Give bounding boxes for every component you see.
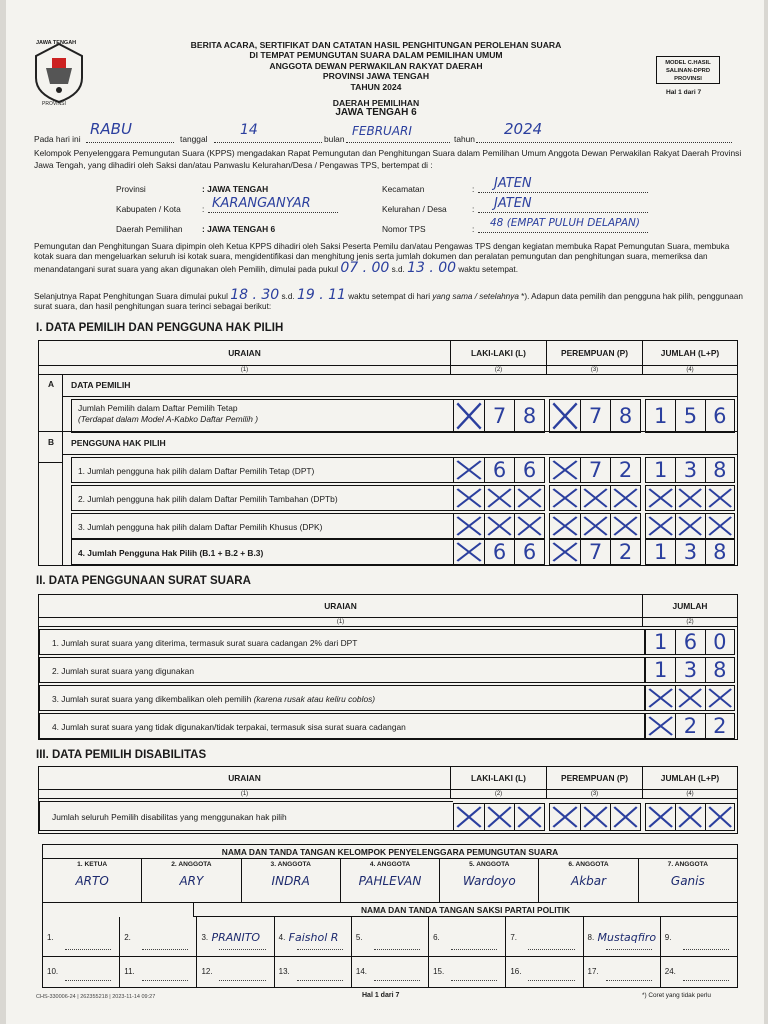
sd-label: s.d. <box>391 264 405 274</box>
provinsi-label: Provinsi <box>116 184 146 194</box>
cross-out-mark <box>550 540 580 564</box>
x-mark-icon <box>708 688 732 708</box>
saksi-number: 8. <box>587 933 595 942</box>
a-lp-digits <box>645 399 735 433</box>
x-mark-icon <box>517 488 542 508</box>
x-mark-icon <box>456 516 482 536</box>
kpps-role: 5. ANGGOTA <box>469 861 510 868</box>
saksi-signature-cell <box>119 957 196 987</box>
kpps-signature-cell <box>340 859 439 902</box>
s2-row3-digits <box>645 685 735 711</box>
x-mark-icon <box>456 488 482 508</box>
x-mark-icon <box>487 516 512 536</box>
digit-value: 7 <box>580 400 610 432</box>
x-mark-icon <box>708 488 732 508</box>
s3-row: Jumlah seluruh Pemilih disabilitas yang menggunakan hak pilih <box>39 801 453 831</box>
s3-header-p: PEREMPUAN (P) <box>547 767 643 789</box>
daerah-label: DAERAH PEMILIHAN <box>332 98 420 109</box>
count-text-d: *). Adapun data pemilih dan pengguna hak pilih, penggunaan surat suara, dan hasil penghitungan suara terinci sebagai berikut: <box>34 292 743 312</box>
tps-label: Nomor TPS <box>382 224 426 234</box>
section3-table <box>38 766 738 834</box>
count-sd: s.d. <box>281 292 295 301</box>
digit-value: 2 <box>675 714 704 738</box>
x-mark-icon <box>648 516 673 536</box>
b-row-1: 1. Jumlah pengguna hak pilih dalam Daftar Pemilih Tetap (DPT) <box>71 457 453 483</box>
digit-value: 5 <box>675 400 704 432</box>
saksi-signature-cell <box>428 917 505 956</box>
b-row-4: 4. Jumlah Pengguna Hak Pilih (B.1 + B.2 + B.3) <box>71 539 453 565</box>
x-mark-icon <box>583 488 608 508</box>
title-line: TAHUN 2024 <box>350 81 402 92</box>
x-mark-icon <box>552 516 578 536</box>
saksi-signature-cell <box>660 917 737 956</box>
s2-row1-digits <box>645 629 735 655</box>
saksi-number: 10. <box>47 967 59 976</box>
cross-out-mark <box>550 400 580 432</box>
model-line: PROVINSI <box>674 76 702 82</box>
a-code: A <box>47 379 55 389</box>
x-mark-icon <box>678 516 702 536</box>
digit-value: 6 <box>705 400 734 432</box>
s2-row-3 <box>39 685 645 711</box>
digit-value: 3 <box>675 540 704 564</box>
digit-value: 6 <box>484 540 514 564</box>
digit-value: 3 <box>675 458 704 482</box>
digit-value: 2 <box>610 540 640 564</box>
b1-p-digits <box>549 457 641 483</box>
section1-table <box>38 340 738 566</box>
kabupaten-value: KARANGANYAR <box>212 196 311 211</box>
b-title: PENGGUNA HAK PILIH <box>63 431 737 455</box>
saksi-signature-cell <box>351 957 428 987</box>
cross-out-mark <box>675 804 704 830</box>
form-page <box>6 0 764 1024</box>
cross-out-mark <box>454 540 484 564</box>
x-mark-icon <box>678 488 702 508</box>
saksi-number: 17. <box>587 967 599 976</box>
kabupaten-label: Kabupaten / Kota <box>116 204 181 214</box>
s1-colnum: (4) <box>686 367 694 373</box>
kpps-signature-cell <box>141 859 240 902</box>
title-line: PROVINSI JAWA TENGAH <box>322 71 430 82</box>
bulan-value: FEBRUARI <box>352 124 412 138</box>
kpps-signature-name: Wardoyo <box>462 874 516 888</box>
cross-out-mark <box>550 514 580 538</box>
kpps-signature-name: Ganis <box>670 874 705 888</box>
hari-value: RABU <box>90 120 132 138</box>
saksi-number: 7. <box>510 933 517 942</box>
kpps-signature-cell <box>439 859 538 902</box>
saksi-signature-cell <box>119 917 196 956</box>
b4-lp-digits <box>645 539 735 565</box>
saksi-signature-name: Faishol R <box>288 931 339 944</box>
x-mark-icon <box>648 806 673 828</box>
cross-out-mark <box>454 486 484 510</box>
saksi-signature-cell <box>583 917 660 956</box>
s3-p-digits <box>549 803 641 831</box>
x-mark-icon <box>487 488 512 508</box>
s2-header-jumlah: JUMLAH <box>672 601 708 611</box>
s2-row-2: 2. Jumlah surat suara yang digunakan <box>39 657 645 683</box>
x-mark-icon <box>487 806 512 828</box>
kecamatan-value: JATEN <box>494 176 532 191</box>
saksi-signature-name: PRANITO <box>211 931 261 944</box>
count-text-a: Selanjutnya Rapat Penghitungan Suara dimulai pukul <box>34 292 228 301</box>
digit-value: 1 <box>653 404 668 428</box>
x-mark-icon <box>648 488 673 508</box>
cross-out-mark <box>454 400 484 432</box>
digit-value: 0 <box>705 630 734 654</box>
x-mark-icon <box>648 716 673 736</box>
cross-out-mark <box>484 486 514 510</box>
title-line: ANGGOTA DEWAN PERWAKILAN RAKYAT DAERAH <box>269 60 483 71</box>
cross-out-mark <box>646 714 675 738</box>
saksi-number: 6. <box>433 933 440 942</box>
saksi-number: 9. <box>664 933 672 942</box>
s2-row2-digits <box>645 657 735 683</box>
saksi-row-1 <box>43 917 737 957</box>
x-mark-icon <box>648 688 673 708</box>
cross-out-mark <box>675 486 704 510</box>
cross-out-mark <box>675 514 704 538</box>
tps-value: 48 (EMPAT PULUH DELAPAN) <box>490 217 640 229</box>
saksi-signature-cell <box>505 957 582 987</box>
cross-out-mark <box>454 458 484 482</box>
cross-out-mark <box>550 486 580 510</box>
b-row-3: 3. Jumlah pengguna hak pilih dalam Daftar Pemilih Khusus (DPK) <box>71 513 453 539</box>
x-mark-icon <box>517 516 542 536</box>
digit-value: 7 <box>484 400 514 432</box>
digit-value: 8 <box>705 458 734 482</box>
x-mark-icon <box>456 460 482 480</box>
a-title: DATA PEMILIH <box>63 375 737 397</box>
digit-value: 8 <box>705 540 734 564</box>
kpps-signature-cell <box>538 859 637 902</box>
saksi-number: 3. <box>201 933 209 942</box>
kpps-row <box>43 859 737 903</box>
s1-colnum: (1) <box>39 365 451 375</box>
section1-title: I. DATA PEMILIH DAN PENGGUNA HAK PILIH <box>36 322 284 334</box>
digit-value: 1 <box>653 458 668 482</box>
cross-out-mark <box>646 514 675 538</box>
cross-out-mark <box>550 458 580 482</box>
logo-text: JAWA TENGAH <box>36 40 77 46</box>
s3-colnum: (1) <box>39 789 451 799</box>
digit-value: 6 <box>514 458 544 482</box>
digit-value: 8 <box>705 658 734 682</box>
a-row-line1: Jumlah Pemilih dalam Daftar Pemilih Tetap <box>78 403 238 413</box>
saksi-signature-cell <box>43 917 119 956</box>
saksi-number: 24. <box>664 967 676 976</box>
cross-out-mark <box>646 686 675 710</box>
b1-lp-digits <box>645 457 735 483</box>
kpps-title: NAMA DAN TANDA TANGAN KELOMPOK PENYELENGGARA PEMUNGUTAN SUARA <box>43 845 737 859</box>
s1-header-lp: JUMLAH (L+P) <box>660 348 720 358</box>
model-box <box>656 56 720 84</box>
digit-value: 8 <box>610 400 640 432</box>
footer-page: Hal 1 dari 7 <box>362 992 400 999</box>
saksi-number: 5. <box>355 933 363 942</box>
cross-out-mark <box>580 804 610 830</box>
s1-header-l: LAKI-LAKI (L) <box>451 341 547 365</box>
kpps-signature-cell <box>241 859 340 902</box>
s3-l-digits <box>453 803 545 831</box>
x-mark-icon <box>517 806 542 828</box>
dapil-value: JAWA TENGAH 6 <box>207 224 276 234</box>
tahun-value: 2024 <box>504 120 543 138</box>
saksi-signature-cell <box>196 957 273 987</box>
page-label: Hal 1 dari 7 <box>666 89 702 96</box>
saksi-signature-cell <box>274 957 351 987</box>
s2-row-4: 4. Jumlah surat suara yang tidak digunakan/tidak terpakai, termasuk sisa surat suara cadangan <box>39 713 645 739</box>
s3-header-l: LAKI-LAKI (L) <box>451 767 547 789</box>
kpu-logo <box>28 38 90 106</box>
cross-out-mark <box>705 514 734 538</box>
end-time: 13 . 00 <box>407 259 457 276</box>
cross-out-mark <box>514 514 544 538</box>
title-line: DI TEMPAT PEMUNGUTAN SUARA DALAM PEMILIHAN UMUM <box>249 50 503 61</box>
s2-row4-digits <box>645 713 735 739</box>
kpps-role: 1. KETUA <box>77 861 108 868</box>
bulan-label: bulan <box>324 134 345 144</box>
cross-out-mark <box>705 486 734 510</box>
saksi-title: NAMA DAN TANDA TANGAN SAKSI PARTAI POLITIK <box>193 903 737 917</box>
count-text-b: waktu setempat di hari <box>348 292 431 301</box>
saksi-number: 1. <box>47 933 54 942</box>
kelurahan-value: JATEN <box>494 196 532 211</box>
start-time: 07 . 00 <box>340 259 390 276</box>
digit-value: 2 <box>610 458 640 482</box>
cross-out-mark <box>610 804 640 830</box>
cross-out-mark <box>610 486 640 510</box>
count-paragraph <box>34 287 744 313</box>
s3-header-lp: JUMLAH (L+P) <box>660 773 720 783</box>
digit-value: 2 <box>705 714 734 738</box>
s3-colnum: (2) <box>451 789 547 799</box>
b4-p-digits <box>549 539 641 565</box>
intro-paragraph: Kelompok Penyelenggara Pemungutan Suara (KPPS) mengadakan Rapat Pemungutan dan Penghitungan Suara dalam Pemilihan Umum Anggota Dewan Perwakilan Rakyat Daerah Provinsi Jawa Tengah, yang dihadiri oleh Saksi dan/atau Panwaslu Kelurahan/Desa / Pengawas TPS, bertempat di : <box>34 148 742 170</box>
b3-l-digits <box>453 513 545 539</box>
kpps-role: 7. ANGGOTA <box>667 861 708 868</box>
section2-title: II. DATA PENGGUNAAN SURAT SUARA <box>36 575 251 587</box>
s3-colnum: (3) <box>547 789 643 799</box>
kpps-signature-name: PAHLEVAN <box>358 874 422 888</box>
x-mark-icon <box>583 516 608 536</box>
location-block: Provinsi : JAWA TENGAH Kabupaten / Kota : KARANGANYAR Daerah Pemilihan : JAWA TENGAH 6 Kecamatan : JATEN Kelurahan / Desa : JATEN Nomor TPS : 48 (EMPAT PULUH DELAPAN) <box>116 184 756 244</box>
s1-header-uraian: URAIAN <box>39 341 451 365</box>
cross-out-mark <box>550 804 580 830</box>
saksi-number: 14. <box>355 967 367 976</box>
cross-out-mark <box>454 804 484 830</box>
kpps-role: 2. ANGGOTA <box>171 861 212 868</box>
logo-sub: PROVINSI <box>42 101 66 107</box>
cross-out-mark <box>646 804 675 830</box>
waktu-label: waktu setempat. <box>458 264 518 274</box>
cross-out-mark <box>484 514 514 538</box>
section2-table <box>38 594 738 740</box>
x-mark-icon <box>456 542 482 562</box>
b2-p-digits <box>549 485 641 511</box>
provinsi-text: JAWA TENGAH <box>207 184 269 194</box>
digit-value: 1 <box>653 630 668 654</box>
kpps-signature-cell <box>638 859 737 902</box>
title-line: BERITA ACARA, SERTIFIKAT DAN CATATAN HASIL PENGHITUNGAN PEROLEHAN SUARA <box>190 40 562 50</box>
x-mark-icon <box>708 516 732 536</box>
digit-value: 7 <box>580 540 610 564</box>
section3-title: III. DATA PEMILIH DISABILITAS <box>36 749 207 761</box>
x-mark-icon <box>456 806 482 828</box>
saksi-number: 13. <box>278 967 290 976</box>
daerah-value: JAWA TENGAH 6 <box>335 107 417 119</box>
cross-out-mark <box>610 514 640 538</box>
s3-header-uraian: URAIAN <box>39 767 451 789</box>
a-l-digits <box>453 399 545 433</box>
saksi-signature-name: Mustaqfiro <box>597 931 657 944</box>
b-row-2: 2. Jumlah pengguna hak pilih dalam Daftar Pemilih Tambahan (DPTb) <box>71 485 453 511</box>
x-mark-icon <box>613 488 638 508</box>
kpps-role: 4. ANGGOTA <box>369 861 411 868</box>
saksi-signature-cell <box>583 957 660 987</box>
x-mark-icon <box>552 488 578 508</box>
s2-colnum: (2) <box>686 619 694 625</box>
header-title <box>156 40 596 119</box>
kpps-signature-name: ARTO <box>75 874 109 888</box>
a-row-line2: (Terdapat dalam Model A-Kabko Daftar Pemilih ) <box>78 413 258 424</box>
provinsi-value: : JAWA TENGAH <box>202 184 269 194</box>
model-line: SALINAN-DPRD <box>665 68 711 74</box>
cross-out-mark <box>675 686 704 710</box>
x-mark-icon <box>456 402 482 430</box>
saksi-number: 2. <box>124 933 131 942</box>
s2-header-uraian: URAIAN <box>39 595 643 617</box>
saksi-row-2 <box>43 957 737 987</box>
b1-l-digits <box>453 457 545 483</box>
b2-lp-digits <box>645 485 735 511</box>
pada-hari-label: Pada hari ini <box>34 134 81 144</box>
kpps-signature-name: ARY <box>179 874 204 888</box>
digit-value: 1 <box>653 658 668 682</box>
cross-out-mark <box>454 514 484 538</box>
s2-row3-label: 3. Jumlah surat suara yang dikembalikan oleh pemilih <box>52 694 252 704</box>
saksi-signature-cell <box>274 917 351 956</box>
saksi-number: 16. <box>510 967 522 976</box>
emblem-icon <box>28 38 90 106</box>
saksi-number: 15. <box>433 967 445 976</box>
b4-l-digits <box>453 539 545 565</box>
x-mark-icon <box>678 806 702 828</box>
digit-value: 6 <box>675 630 704 654</box>
saksi-signature-cell <box>351 917 428 956</box>
s3-colnum: (4) <box>686 791 694 797</box>
tahun-label: tahun <box>454 134 475 144</box>
count-end: 19 . 11 <box>296 287 346 303</box>
kpps-signature-cell <box>43 859 141 902</box>
s1-colnum: (2) <box>451 365 547 375</box>
b3-lp-digits <box>645 513 735 539</box>
saksi-signature-cell <box>43 957 119 987</box>
kelurahan-label: Kelurahan / Desa <box>382 204 447 214</box>
kecamatan-label: Kecamatan <box>382 184 425 194</box>
date-line <box>34 120 744 148</box>
x-mark-icon <box>583 806 608 828</box>
s1-header-p: PEREMPUAN (P) <box>547 341 643 365</box>
s2-colnum: (1) <box>39 617 643 627</box>
digit-value: 3 <box>675 658 704 682</box>
saksi-number: 12. <box>201 967 213 976</box>
b3-p-digits <box>549 513 641 539</box>
cross-out-mark <box>705 804 734 830</box>
saksi-number: 11. <box>124 967 135 976</box>
count-start: 18 . 30 <box>230 287 280 303</box>
saksi-signature-cell <box>428 957 505 987</box>
cross-out-mark <box>484 804 514 830</box>
s3-lp-digits <box>645 803 735 831</box>
s2-row3-italic: (karena rusak atau keliru coblos) <box>253 694 376 704</box>
kpps-role: 3. ANGGOTA <box>270 861 311 868</box>
cross-out-mark <box>580 514 610 538</box>
digit-value: 6 <box>514 540 544 564</box>
x-mark-icon <box>552 542 578 562</box>
count-text-c: yang sama / setelahnya <box>432 292 519 301</box>
a-row <box>71 399 453 433</box>
digit-value: 7 <box>580 458 610 482</box>
cross-out-mark <box>705 686 734 710</box>
kpps-role: 6. ANGGOTA <box>568 861 609 868</box>
tanggal-label: tanggal <box>180 134 208 144</box>
signature-block <box>42 844 738 988</box>
cross-out-mark <box>514 804 544 830</box>
x-mark-icon <box>613 516 638 536</box>
saksi-signature-cell <box>196 917 273 956</box>
a-p-digits <box>549 399 641 433</box>
x-mark-icon <box>552 460 578 480</box>
b-code: B <box>47 437 55 447</box>
time-paragraph <box>34 242 744 275</box>
saksi-number: 4. <box>278 933 286 942</box>
kpps-signature-name: Akbar <box>571 874 607 888</box>
cross-out-mark <box>646 486 675 510</box>
x-mark-icon <box>613 806 638 828</box>
digit-value: 6 <box>484 458 514 482</box>
digit-value: 1 <box>653 540 668 564</box>
time-para-text: Pemungutan dan Penghitungan Suara dipimpin oleh Ketua KPPS dihadiri oleh Saksi Peserta Pemilu dan/atau Pengawas TPS dengan kegiatan membuka Rapat Pemungutan Suara, membuka kotak suara dan mengeluarkan seluruh isi kotak suara, mengidentifikasi dan menghitung jenis serta jumlah dokumen dan peralatan pemungutan dan penghitungan suara, memeriksa dan menandatangani surat suara yang akan digunakan oleh Pemilih, dimulai pada pukul <box>34 242 730 274</box>
footer-code: CHS-330006-24 | 262355218 | 2023-11-14 09:27 <box>36 994 156 1000</box>
model-line: MODEL C.HASIL <box>665 60 711 66</box>
x-mark-icon <box>678 688 702 708</box>
dapil-label: Daerah Pemilihan <box>116 224 183 234</box>
cross-out-mark <box>514 486 544 510</box>
footer-note: *) Coret yang tidak perlu <box>642 992 711 999</box>
x-mark-icon <box>552 402 578 430</box>
x-mark-icon <box>708 806 732 828</box>
kpps-signature-name: INDRA <box>271 874 310 888</box>
s1-colnum: (3) <box>547 365 643 375</box>
digit-value: 8 <box>514 400 544 432</box>
x-mark-icon <box>552 806 578 828</box>
cross-out-mark <box>580 486 610 510</box>
b2-l-digits <box>453 485 545 511</box>
tanggal-value: 14 <box>240 122 258 138</box>
saksi-signature-cell <box>660 957 737 987</box>
saksi-signature-cell <box>505 917 582 956</box>
s2-row-1: 1. Jumlah surat suara yang diterima, termasuk surat suara cadangan 2% dari DPT <box>39 629 645 655</box>
